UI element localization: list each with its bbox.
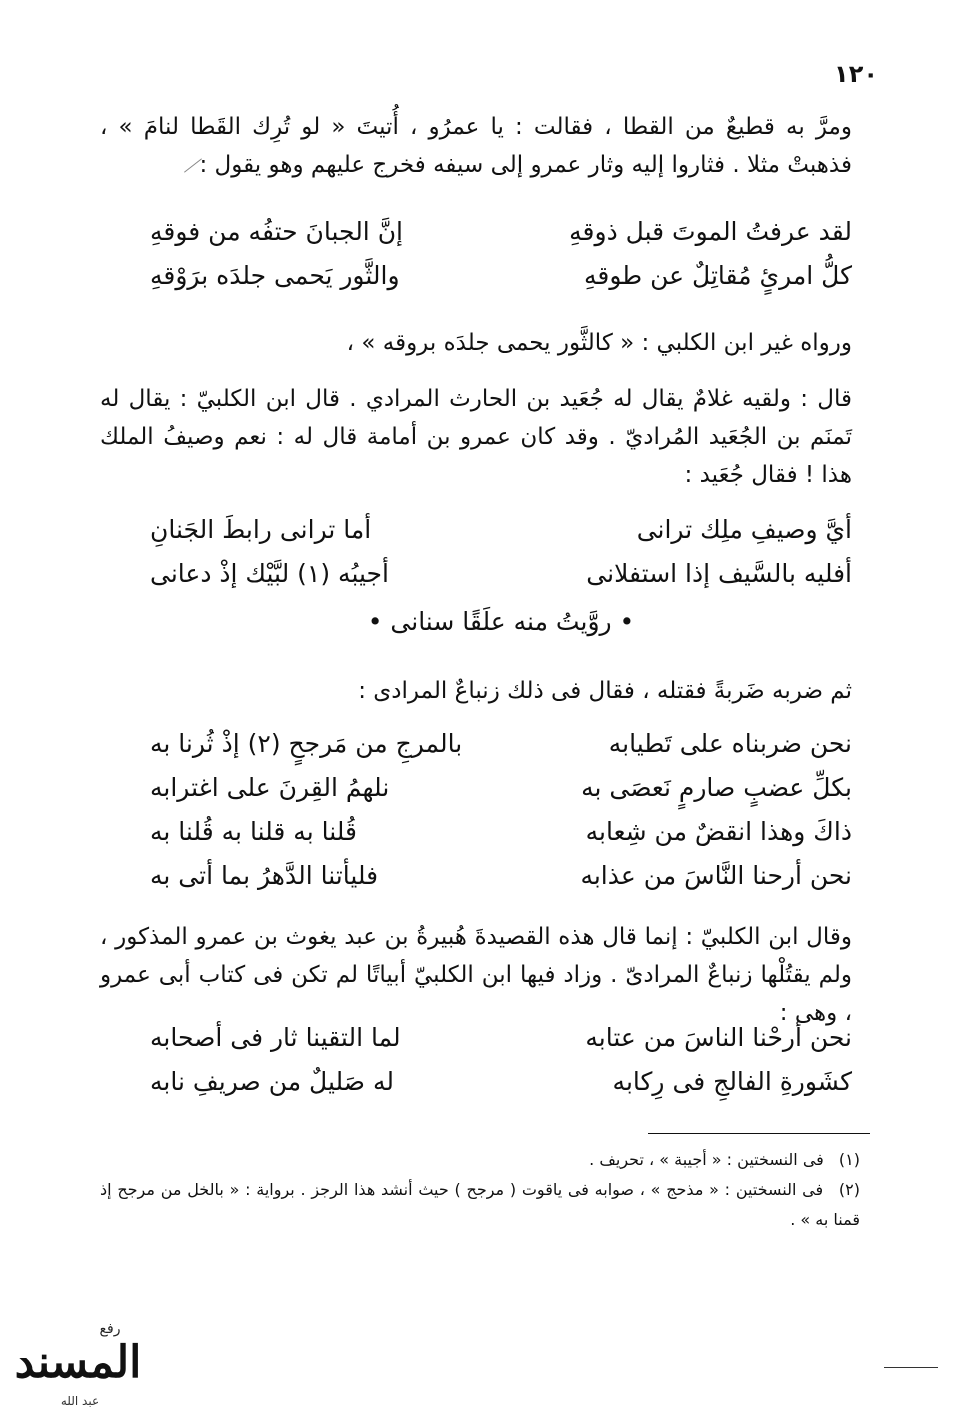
verse-line	[150, 210, 852, 254]
verse-second-hemistich: والثَّور يَحمى جلدَه برَوْقهِ	[150, 261, 400, 290]
logo-main-text: المسند	[14, 1337, 142, 1388]
poem-1	[150, 210, 852, 298]
verse-line	[150, 1016, 852, 1060]
verse-first-hemistich: نحن أرحنا النَّاسَ من عذابه	[580, 861, 852, 890]
poem-2	[150, 508, 852, 596]
verse-second-hemistich: أما ترانى رابطَ الجَنانِ	[150, 515, 372, 544]
paragraph-2: ورواه غير ابن الكلبي : « كالثَّور يحمى جلدَه بروقه » ،	[346, 330, 852, 356]
footnote-1	[100, 1145, 860, 1175]
logo-small-text: رفع	[99, 1321, 121, 1337]
verse-line	[150, 552, 852, 596]
footnote-2	[100, 1175, 860, 1235]
verse-first-hemistich: كلُّ امرئٍ مُقاتِلٌ عن طوقهِ	[584, 261, 852, 290]
footnote-number: (١)	[838, 1150, 860, 1169]
verse-first-hemistich: نحن ضربناه على تَطيابه	[608, 729, 852, 758]
footnote-text: فى النسختين : « مذحج » ، صوابه فى ياقوت ( مرجح ) حيث أنشد هذا الرجز . برواية : « بالخل من مرجح إذ قمنا به » .	[100, 1180, 860, 1229]
publisher-logo	[6, 1305, 146, 1417]
verse-first-hemistich: أيَّ وصيفِ ملِك ترانى	[636, 515, 852, 544]
logo-sub-text: عبد الله	[60, 1394, 100, 1408]
verse-second-hemistich: إنَّ الجبانَ حتفُه من فوقهِ	[150, 217, 404, 246]
verse-second-hemistich: له صَليلٌ من صريفِ نابه	[150, 1067, 395, 1096]
paragraph-5: وقال ابن الكلبيّ : إنما قال هذه القصيدةَ هُبيرةُ بن عبد يغوث بن عمرو المذكور ، ولم يقتُلْها زنباعٌ المرادىّ . وزاد فيها ابن الكلبيّ أبياتًا لم تكن فى كتاب أبى عمرو ، وهى :	[100, 924, 852, 1026]
verse-second-hemistich: فليأتنا الدَّهرُ بما أتى به	[150, 861, 379, 890]
verse-line	[150, 1060, 852, 1104]
corner-rule	[884, 1367, 938, 1368]
poem-3	[150, 722, 852, 898]
footnote-divider	[648, 1133, 870, 1134]
verse-first-hemistich: نحن أرحْنا الناسَ من عتابه	[585, 1023, 852, 1052]
paragraph-4: ثم ضربه ضَربةً فقتله ، فقال فى ذلك زنباعٌ المرادى :	[358, 678, 852, 704]
footnote-number: (٢)	[838, 1180, 861, 1199]
verse-first-hemistich: ذاكَ وهذا انقضٌ من شِعابه	[585, 817, 852, 846]
verse-second-hemistich: أجيبُه (١) لبَّيْك إذْ دعانى	[150, 559, 389, 588]
verse-line	[150, 254, 852, 298]
paragraph-3: قال : ولقيه غلامٌ يقال له جُعَيد بن الحارث المرادي . قال ابن الكلبيّ : يقال له تَمنَم بن الجُعَيد المُراديّ . وقد كان عمرو بن أمامة قال له : نعم وصيفُ الملك هذا ! فقال جُعَيد :	[100, 386, 852, 488]
verse-first-hemistich: كشَورةِ الفالجِ فى رِكابه	[612, 1067, 852, 1096]
paragraph-1: ومرَّ به قطيعٌ من القطا ، فقالت : يا عمرُو ، أُتيتَ « لو تُرِك القَطا لنامَ » ، فذهبتْ مثلا . فثاروا إليه وثار عمرو إلى سيفه فخرج عليهم وهو يقول :	[100, 114, 852, 178]
verse-line	[150, 854, 852, 898]
verse-line	[150, 810, 852, 854]
verse-second-hemistich: لما التقينا ثار فى أصحابه	[150, 1023, 401, 1052]
poem-4	[150, 1016, 852, 1104]
verse-line	[150, 722, 852, 766]
page-number: ١٢٠	[834, 60, 878, 88]
verse-first-hemistich: بكلِّ عضبٍ صارمٍ نَعصَى به	[581, 773, 852, 802]
footnotes	[100, 1145, 860, 1235]
footnote-text: فى النسختين : « أجيبة » ، تحريف .	[589, 1150, 824, 1169]
verse-line	[150, 508, 852, 552]
verse-first-hemistich: لقد عرفتُ الموتَ قبل ذوقهِ	[569, 217, 852, 246]
verse-line	[150, 766, 852, 810]
verse-second-hemistich: قُلنا به قلنا به قُلنا به	[150, 817, 357, 846]
poem-2-tail-verse: • روَّيتُ منه علَقًا سنانى •	[367, 607, 635, 636]
verse-first-hemistich: أفليه بالسَّيف إذا استفلانى	[586, 559, 852, 588]
verse-second-hemistich: بالمرجِ من مَرجحٍ (٢) إذْ ثُرنا به	[150, 729, 463, 758]
verse-second-hemistich: نلهمُ القِرنَ على اغترابه	[150, 773, 390, 802]
